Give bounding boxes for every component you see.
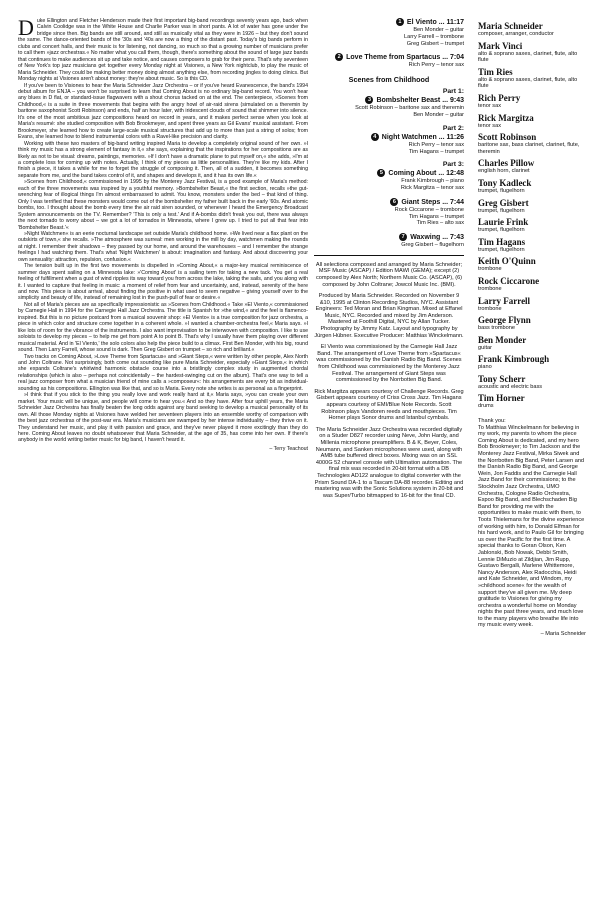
track-number-badge: 6: [390, 198, 398, 206]
section-divider: [314, 255, 464, 256]
tracklist-top: [314, 18, 464, 69]
musician-instruments: composer, arranger, conductor: [478, 31, 554, 37]
musician-instruments: english horn, clarinet: [478, 168, 530, 175]
musician-instruments: tenor sax: [478, 122, 502, 129]
credit-block: El Viento was commissioned by the Carnegie Hall Jazz Band. The arrangement of Love Theme from »Spartacus« was commissioned by the Danish Radio Big Band. Scenes from Childhood was commissioned by the Monterey Jazz Festival. The arrangement of Giant Steps was commissioned by the Norrbotten Big Band.: [316, 344, 462, 384]
track-title: El Viento ... 11:17: [406, 18, 464, 26]
musician-instruments: alto & soprano saxes, clarinet, flute, alto flute: [478, 76, 578, 90]
track-title: Waxwing ... 7:43: [410, 233, 464, 241]
musician-instruments: trumpet, flugelhorn: [478, 246, 525, 253]
thanks-heading: Thank you:: [478, 418, 506, 425]
credit-block: Rick Margitza appears courtesy of Challenge Records. Greg Gisbert appears courtesy of Criss Cross Jazz. Tim Hagans appears courtesy of EMI/Blue Note Records. Scott Robinson plays Vandoren reeds and mouthpieces. Tim Horner plays Sonor drums and Istanbul cymbals.: [314, 388, 464, 422]
thanks-signature: – Maria Schneider: [540, 631, 586, 638]
track-soloist: Tim Hagans – trumpet: [408, 213, 464, 220]
track-soloist: Rich Perry – tenor sax: [408, 141, 464, 148]
musician-name: Charles Pillow: [478, 158, 535, 169]
track-soloist: Rick Margitza – tenor sax: [400, 185, 464, 192]
track-title: Bombshelter Beast ... 9:43: [376, 96, 464, 104]
track-title: Love Theme from Spartacus ... 7:04: [346, 53, 464, 61]
drop-cap: D: [18, 15, 34, 40]
musician-instruments: trumpet, flugelhorn: [478, 227, 525, 234]
track-number-badge: 1: [396, 18, 404, 26]
track-soloist: Rich Perry – tenor sax: [408, 62, 464, 69]
track-soloist: Tim Ries – alto sax: [416, 220, 464, 227]
liner-notes-essay: [18, 15, 308, 452]
musician-name: Larry Farrell: [478, 295, 531, 306]
musician-instruments: acoustic and electric bass: [478, 383, 543, 390]
musician-instruments: trombone: [478, 285, 502, 292]
track-block: [314, 53, 464, 69]
musician-name: Laurie Frink: [478, 217, 529, 228]
track-title: Coming About ... 12:48: [388, 169, 464, 177]
track-title-row: [314, 96, 464, 105]
musicians-column: [478, 18, 586, 638]
track-title-row: [314, 198, 464, 207]
essay-first-text: uke Ellington and Fletcher Henderson made their first important big-band recordings seventy years ago, back when Calvin Coolidge was in the White House and Charlie Parker was in short pants. A lot of water has gone under the bridge since then. Big bands are still around, and still as musically vital as they were in 1926 – but they don't sound the same. The dance-oriented bands of the '30s and '40s are now a thing of the distant past. Today's big bands perform in clubs and concert halls, and their music is for listening, not dancing, so much so that a growing number of musicians prefer to call them »jazz orchestras.« No matter what you call them, though, there's something about the sound of large jazz bands that continues to make audiences sit up and take notice, and causes composers to grab for their pens. That's why seventeen of New York's top jazz musicians get together every Monday night at Visiones, a New York nightclub, to play the music of Maria Schneider. They could be making better money doing almost anything else, from recording jingles to doing clinics. But Monday nights at Visiones aren't about money: they're about music. So is this CD.: [18, 18, 308, 83]
musician-name: Tony Scherr: [478, 373, 526, 384]
musician-name: Maria Schneider: [478, 21, 543, 31]
suite-parts: [314, 88, 464, 192]
suite-part-label: Part 2:: [442, 124, 464, 132]
credit-block: The Maria Schneider Jazz Orchestra was recorded digitally on a Studer D827 recorder using Neve, John Hardy, and Millenia microphone preamplifiers. B & K, Beyer, Coles, Neumann, and Sanken microphones were used, along with AMB tube buffered direct boxes. Mixing was on an SSL 4000G 52 channel console with Ultimation automation. The final mix was recorded in 20-bit format with a DB Technologies AD122 analogue to digital converter with the Prism Sound DA-1 to a Tascam DA-88 recorder. Editing and mastering was with the Sonic Solutions system in 20-bit and was Super/Turbo bitmapped to 16-bit for the final CD.: [314, 426, 464, 499]
track-title-row: [314, 169, 464, 178]
musician-instruments: trumpet, flugelhorn: [478, 187, 525, 194]
essay-signature: – Terry Teachout: [269, 445, 308, 452]
track-block: [314, 88, 464, 119]
musician-name: Tony Kadleck: [478, 177, 532, 188]
track-title-row: [314, 133, 464, 142]
musician-name: Keith O'Quinn: [478, 256, 536, 267]
musician-name: Tim Ries: [478, 66, 513, 77]
track-number-badge: 4: [371, 133, 379, 141]
track-soloist: Larry Farrell – trombone: [404, 33, 464, 40]
suite-title: Scenes from Childhood: [348, 75, 430, 85]
essay-paragraph: Not all of Maria's pieces are as specifically impressionistic as »Scenes from Childhood.« Take »El Viento,« commissioned by Carnegie Hall in 1994 for the Carnegie Hall Jazz Orchestra. The title is Spanish for »the wind,« and the feel is flamenco-inspired. But this is no picture postcard from a musical souvenir shop: »El Viento« is a true composition for jazz orchestra, a piece in which color and structure come together in a coherent whole. »I wanted a chamber-orchestra feel,« Maria says. »I like lots of room for the vibrance of the instruments. I also want improvisation to be interwoven with composition. I like to use soloists to develop my pieces – to help me get from point A to point B. That's why I usually have them playing over different musical material. And in 'El Viento,' the solo colors also help the piece build to a climax. First Ben Monder, with his big, round sound. Then Larry Farrell, whose sound is dark. Then Greg Gisbert on trumpet – so rich and brilliant.«: [18, 301, 308, 354]
musician-name: Ben Monder: [478, 334, 527, 345]
track-block: [314, 161, 464, 192]
track-block: [314, 125, 464, 156]
tracklist-column: [314, 18, 464, 504]
track-number-badge: 7: [399, 233, 407, 241]
track-soloist: Ben Monder – guitar: [413, 112, 464, 118]
track-soloist: Greg Gisbert – trumpet: [406, 40, 464, 47]
track-number-badge: 2: [335, 53, 343, 61]
musician-instruments: trumpet, flugelhorn: [478, 207, 525, 214]
musician-name: George Flynn: [478, 315, 531, 326]
musician-name: Frank Kimbrough: [478, 354, 550, 365]
production-credits: [314, 262, 464, 500]
musician-name: Scott Robinson: [478, 132, 537, 143]
musician-name: Greg Gisbert: [478, 197, 529, 208]
essay-paragraph: Two tracks on Coming About, »Love Theme from Spartacus« and »Giant Steps,« were written by other people, Alex North and John Coltrane. Not surprisingly, both come out sounding like pure Maria Schneider, especially »Giant Steps,« in which she expands Coltrane's whirlwind harmonic obstacle course into a bristlingly complex study in augmented chordal relationships (which is also – perhaps not coincidentally – the hardest-swinging cut on the album). That's one way to tell a real jazz composer from what a musician friend of mine calls a »composeur«: his arrangements are every bit as individual-sounding as his compositions. Ellington was like that, and so is Maria. Every note she writes is as personal as a fingerprint.: [18, 353, 308, 392]
musician-name: Mark Vinci: [478, 40, 523, 51]
track-title: Night Watchmen ... 11:26: [381, 133, 464, 141]
musician-instruments: alto & soprano saxes, clarinet, flute, alto flute: [478, 50, 578, 64]
musician-name: Rick Margitza: [478, 112, 534, 123]
musician-instruments: guitar: [478, 344, 492, 351]
essay-paragraph: If you've been to Visiones to hear the Maria Schneider Jazz Orchestra – or if you've heard Evanescence, the band's 1994 debut album for ENJA – you won't be surprised to learn that Coming About is no ordinary big-band record. You won't hear any blues in D flat, or standard-issue flagwavers with a shout chorus tacked on at the end. The centerpiece, »Scenes from Childhood,« is a suite in three movements that begins with the angry howl of air-raid sirens (simulated on a theremin by baritone saxophonist Scott Robinson) and ends, half an hour later, with iridescent clouds of sound that shimmer into silence. It's one of the most ambitious jazz compositions heard on record in years, and it makes perfect sense when you look at Maria's resumé: she studied composition with Bob Brookmeyer, and spent three years as Gil Evans' musical assistant. From Brookmeyer, she learned how to create large-scale musical structures that add up to more than just a string of solos; from Evans, she learned how to blend instrumental colors with a Ravel-like precision and clarity.: [18, 82, 308, 141]
track-soloist: Tim Hagans – trumpet: [408, 148, 464, 155]
essay-paragraph: »I think that if you stick to the thing you really love and work really hard at it,« Maria says, »you can create your own market. Your music will be unique, and people will come to hear you.« And so they have. After four uphill years, the Maria Schneider Jazz Orchestra has finally beaten the long odds against any band seeking to develop a musical personality of its own. All those Monday nights at Visiones have welded her seventeen players into an ensemble worthy of comparison with the best jazz orchestras of the post-war era. Maria's musicians are swamped by her intense individuality – they thrive on it. They understand her music, and play it with passion and grace, and they've never played it more excitingly than they do here. Coming About leaves no doubt whatsoever that Maria Schneider, at the age of 35, has come into her own. If there's anybody in the world writing better music for big band, I haven't heard it.: [18, 392, 308, 444]
track-block: [314, 18, 464, 47]
thanks-section: [478, 418, 586, 638]
track-soloist: Frank Kimbrough – piano: [401, 178, 464, 185]
track-soloist: Rock Ciccarone – trombone: [394, 207, 464, 213]
suite-part-label: Part 3:: [442, 161, 464, 169]
musician-instruments: tenor sax: [478, 102, 502, 109]
musician-instruments: trombone: [478, 305, 502, 312]
track-block: [314, 198, 464, 227]
track-number-badge: 3: [365, 96, 373, 104]
track-title-row: [314, 53, 464, 62]
credit-block: All selections composed and arranged by Maria Schneider; MSF Music (ASCAP) / Edition MAWI (GEMA); except (2) composed by Alex North; Northern Music Co. (ASCAP), (6) composed by John Coltrane; Jowcol Music Inc. (BMI).: [315, 261, 463, 288]
suite-part-label: Part 1:: [442, 88, 464, 96]
musician-name: Tim Hagans: [478, 236, 526, 247]
track-title-row: [314, 233, 464, 242]
essay-paragraph: »Night Watchmen« is an eerie nocturnal landscape set outside Maria's childhood home. »We lived near a flax plant on the outskirts of town,« she recalls. »The atmosphere was surreal: men working in the mill by day, watchmen making the rounds at night. I remember their shadows – they passed by our home, and around the warehouses – and I remember the strange feelings I had watching them. That's what 'Night Watchmen' is about: imagination and fantasy. And about discovering your own sensuality: attraction, repulsion, confusion.«: [18, 230, 308, 263]
musician-instruments: piano: [478, 364, 492, 371]
musician-instruments: bass trombone: [478, 325, 516, 332]
musician-name: Tim Horner: [478, 393, 525, 404]
essay-first-paragraph: [18, 15, 308, 83]
track-soloist: Scott Robinson – baritone sax and theremin: [355, 105, 464, 112]
track-title-row: [314, 18, 464, 27]
track-number-badge: 5: [377, 169, 385, 177]
musician-instruments: drums: [478, 403, 494, 410]
musician-instruments: baritone sax, bass clarinet, clarinet, flute, theremin: [478, 142, 580, 155]
credit-block: Produced by Maria Schneider. Recorded on November 9 &10, 1995 at Clinton Recording Studios, NYC. Assistant Engineers: Ted Moran and Brian Kingman. Mixed at Effanel Music, NYC. Recorded and mixed by Jim Anderson. Mastered at Foothill Digital, NYC by Allan Tucker. Photography by Jimmy Katz. Layout and typography by Jürgen Hübner. Executive Producer: Matthias Winckelmann.: [314, 293, 464, 339]
musician-list: [478, 21, 586, 410]
track-soloist: Ben Monder – guitar: [413, 27, 464, 34]
thanks-body: To Matthias Winckelmann for believing in my work, my parents to whom the piece Coming About is dedicated, and my hero Bob Brookmeyer; to Tim Jackson and the Monterey Jazz Festival, Mirka Siwek and the Norrbotten Big Band, Peter Larsen and the Danish Radio Big Band, and George Wein, Jon Faddis and the Carnegie Hall Jazz Band for their commissions; to the Stockholm Jazz Orchestra, UMO Orchestra, Cologne Radio Orchestra, Espoo Big Band, and Blechschaden Big Band for providing me with the opportunities to make music with them, to Toots Thielemans for the divine experience of working with him, to Donald Elfman for his hard work, and to Paulo Gil for bringing us over the Pacific for the first time. A special thanks to Goran Olson, Ken Jablonski, Bob Nowak, Debbi Smith, Lennie DiMuzio at Zildjian, Jim Rupp, Gustavo Bergalli, Marlene Whittemore, Nancy Anderson, Alex Radocchia, Heidi and Kate Schneider, and Windom, my »childhood scene« for the wealth of support they've all given me. My deep gratitude to Visiones for giving my orchestra a wonderful home on Monday nights the past three years, and much love to the many players who breathe life into my music every week.: [478, 424, 585, 629]
musician-name: Rock Ciccarone: [478, 275, 540, 286]
musician-name: Rich Perry: [478, 92, 521, 103]
track-title: Giant Steps ... 7:44: [401, 198, 464, 206]
track-soloist: Greg Gisbert – flugelhorn: [401, 242, 464, 249]
essay-paragraph: Working with these two masters of big-band writing inspired Maria to develop a completely original sound of her own. »I think my music has a strong element of fantasy in it,« she says, explaining that the inspirations for her compositions are as likely as not to be visual: dreams, paintings, memories. »If I don't have a dramatic plane to put myself on,« she adds, »I'm at a complete loss for coming up with notes. Actually, I think of my pieces as little personalities. They're like my kids. After I finish a piece, it takes a while for me to forget the struggle of composing it. Then, all of a sudden, it becomes something separate from me, and the band takes control of it, and shapes and develops it, and it has its own life.«: [18, 140, 308, 179]
track-block: [314, 233, 464, 249]
tracklist-bottom: [314, 198, 464, 249]
musician-instruments: trombone: [478, 266, 502, 273]
essay-paragraph: The tension built up in the first two movements is dispelled in »Coming About,« a major-key musical reminiscence of summer days spent sailing on a Minnesota lake: »'Coming About' is a sailing term for taking a new tack. You get a real feeling of fulfillment when a gust of wind ripples its way toward you from across the lake, taking the sails, and you along with it. I wanted to capture that feeling in music: a moment of relief from fear and uncertainty, and, instead, serenity of the here and now. This piece is about arrival, about finding the positive in what used to seem negative – giving yourself over to the simplicity and beauty of life, instead of remaining lost in the push-pull of fear or desire.«: [18, 263, 308, 302]
essay-paragraph: »Scenes from Childhood,« commissioned in 1995 by the Monterey Jazz Festival, is a good example of Maria's method: each of the three movements was inspired by a youthful memory. »Bombshelter Beast,« the first section, recalls »the gut-wrenching fear of illogical things I'm almost embarrassed to admit. You know, monsters under the bed – that kind of thing. Only I was terrified that these monsters would come out of the bombshelter my father built back in the early '60s. And atomic bombs, too. I thought about the bomb every time the air raid siren sounded, or whenever I heard the Emergency Broadcast System announcements on the TV. Remember? 'This is only a test.' And if A-bombs didn't freak you out, there was always the next tornado to worry about – we got a lot of tornados in Minnesota, where I grew up. I tried to put all that fear into 'Bombshelter Beast.'«: [18, 179, 308, 231]
